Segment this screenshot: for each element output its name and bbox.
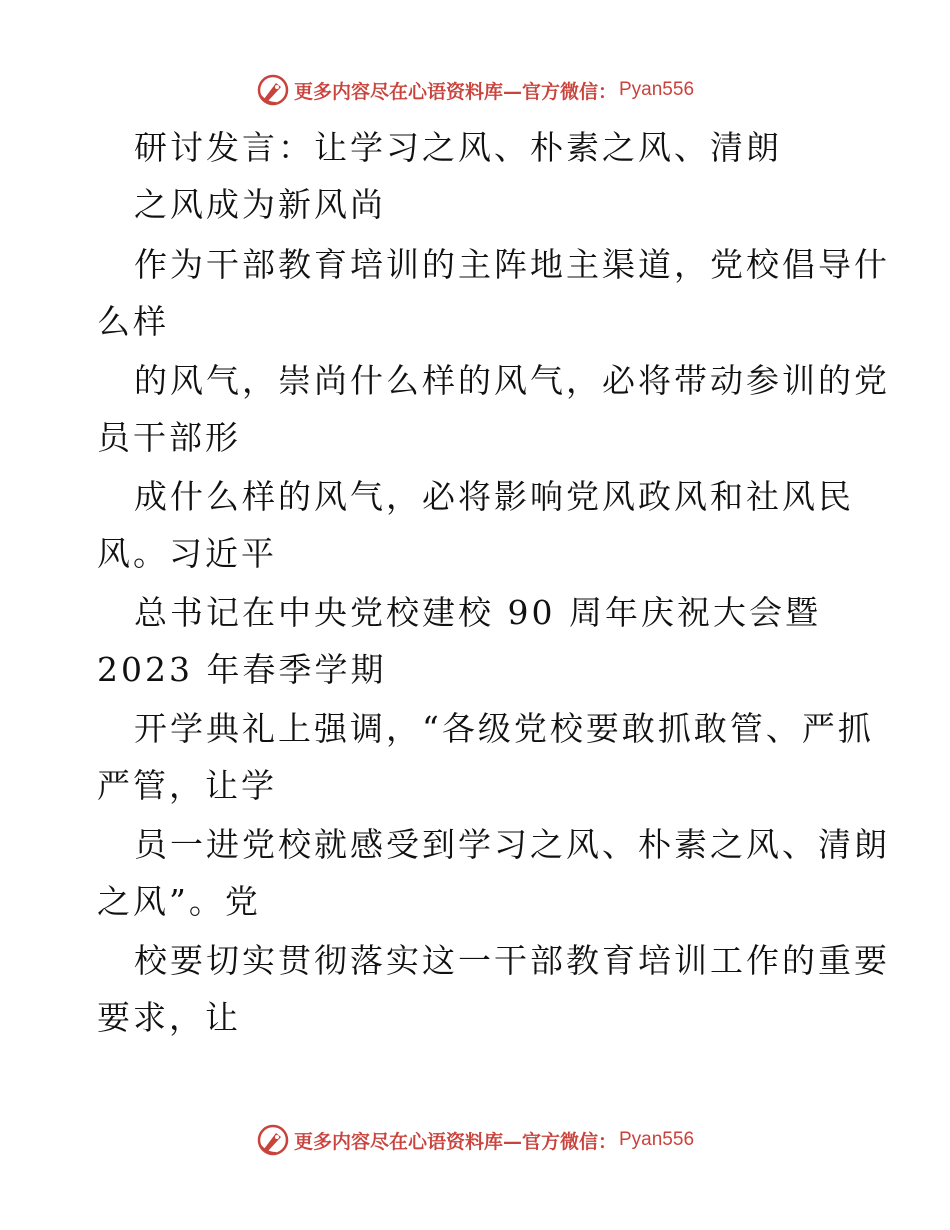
paragraph-line: 的风气，崇尚什么样的风气，必将带动参训的党 — [134, 361, 890, 400]
document-title-line-2: 之风成为新风尚 — [134, 185, 386, 224]
watermark-account: Pyan556 — [619, 1129, 695, 1150]
pen-nib-circle-icon — [256, 1123, 290, 1157]
paragraph-line: 作为干部教育培训的主阵地主渠道，党校倡导什 — [134, 245, 890, 284]
header-watermark — [0, 70, 950, 110]
paragraph-line: 严管，让学 — [97, 766, 277, 805]
paragraph-line: 风。习近平 — [97, 534, 277, 573]
paragraph-line: 总书记在中央党校建校 90 周年庆祝大会暨 — [134, 593, 821, 632]
paragraph-line: 之风”。党 — [97, 882, 261, 921]
watermark-account: Pyan556 — [619, 79, 695, 100]
paragraph-line: 2023 年春季学期 — [97, 650, 387, 689]
document-title-line-1: 研讨发言：让学习之风、朴素之风、清朗 — [134, 128, 782, 167]
paragraph-line: 成什么样的风气，必将影响党风政风和社风民 — [134, 477, 854, 516]
watermark-text: 更多内容尽在心语资料库—官方微信： — [293, 80, 617, 103]
watermark-text: 更多内容尽在心语资料库—官方微信： — [293, 1130, 617, 1153]
paragraph-line: 员干部形 — [97, 418, 241, 457]
paragraph-line: 开学典礼上强调，“各级党校要敢抓敢管、严抓 — [134, 709, 874, 748]
paragraph-line: 要求，让 — [97, 998, 241, 1037]
paragraph-line: 校要切实贯彻落实这一干部教育培训工作的重要 — [134, 941, 890, 980]
paragraph-line: 员一进党校就感受到学习之风、朴素之风、清朗 — [134, 825, 890, 864]
footer-watermark — [0, 1120, 950, 1160]
paragraph-line: 么样 — [97, 302, 169, 341]
pen-nib-circle-icon — [256, 73, 290, 107]
